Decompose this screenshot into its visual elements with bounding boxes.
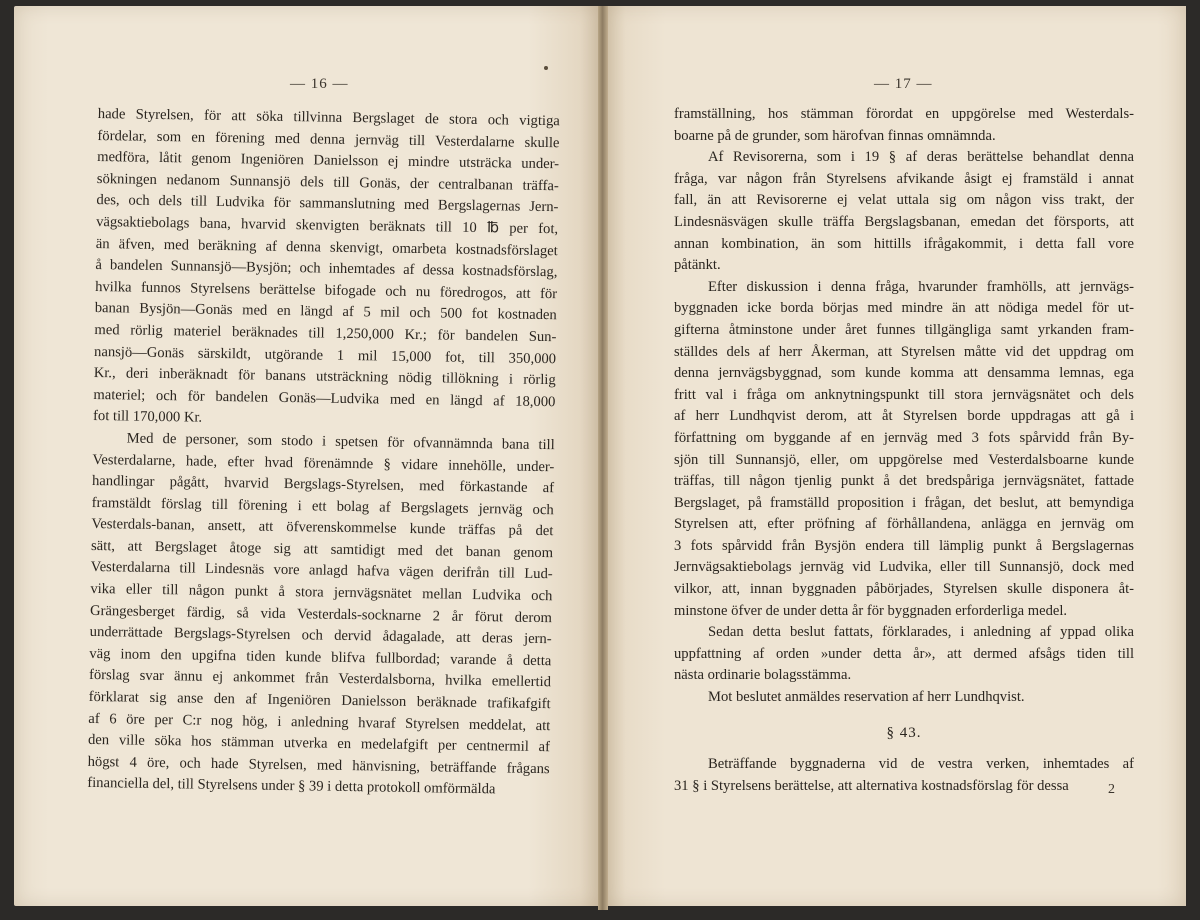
text-line: Vesterdals-banan, ansett, att öfverenskommelse kunde träffas på det <box>91 516 554 540</box>
text-line: Vesterdalarne, hade, efter hvad förenämnde § vidare innehölle, under- <box>92 451 555 475</box>
text-line: Efter diskussion i denna fråga, hvarunder framhölls, att jernvägs- <box>708 278 1134 295</box>
text-line: minstone öfver de under detta år för byggnaden erforderliga medel. <box>674 602 1068 619</box>
text-line: framstäldt förslag till förening i ett bolag af Bergslagets jernväg och <box>91 494 554 518</box>
left-page-text <box>87 104 560 802</box>
text-line: gifterna åtminstone under året funnes tillgängliga samt yrkanden fram- <box>674 321 1134 338</box>
text-line: fråga, var någon från Styrelsens afvikande åsigt ej framstäld i annat <box>674 170 1134 187</box>
text-line: uppfattning af orden »under detta år», att dermed afsågs tiden till <box>674 645 1134 662</box>
book-spread <box>14 6 1186 914</box>
text-line: nästa ordinarie bolagsstämma. <box>674 667 852 684</box>
text-line: des, och dels till Ludvika för sammanslutning med Bergslagernas Jern- <box>96 192 559 216</box>
text-line: fall, än att Revisorerne ej velat uttala sig om någon viss trakt, der <box>674 192 1134 209</box>
text-line: med rörlig materiel beräknades till 1,250,000 Kr.; för bandelen Sun- <box>94 321 557 346</box>
text-line: underrättade Bergslags-Styrelsen och dervid ådagalade, att deras jern- <box>89 624 552 648</box>
right-page-text <box>674 104 1134 797</box>
text-line: Beträffande byggnaderna vid de vestra verken, inhemtades af <box>708 756 1134 773</box>
text-line: Bergslaget, på framställd proposition i frågan, det beslut, att bemyndiga <box>674 494 1134 511</box>
page-number-left: — 16 — <box>290 76 349 92</box>
ink-spot <box>544 66 548 70</box>
text-line: ställdes dels af herr Åkerman, att Styrelsen måtte vid det uppdrag om <box>674 343 1134 360</box>
text-line: vägsaktiebolags bana, hvarvid skenvigten beräknats till 10 ℔ per fot, <box>96 213 559 238</box>
text-line: Lindesnäsvägen skulle träffa Bergslagsbanan, emedan det försports, att <box>674 213 1134 230</box>
text-line: Mot beslutet anmäldes reservation af herr Lundhqvist. <box>708 689 1025 706</box>
text-line: Vesterdalarna till Lindesnäs vore anlagd hafva vägen derifrån till Lud- <box>90 559 553 583</box>
text-line: boarne på de grunder, som härofvan finnas omnämnda. <box>674 127 996 144</box>
text-line: nansjö—Gonäs särskildt, utgörande 1 mil 15,000 fot, till 350,000 <box>93 343 557 367</box>
book-gutter <box>598 6 608 910</box>
text-line: fördelar, som en förening med denna jernväg till Vesterdalarne skulle <box>97 127 560 151</box>
text-line: 31 § i Styrelsens berättelse, att alternativa kostnadsförslag för dessa <box>674 777 1069 794</box>
text-line: materiel; och för bandelen Gonäs—Ludvika med en längd af 18,000 <box>93 386 556 410</box>
text-line: medföra, låtit genom Ingeniören Danielsson ej mindre utsträcka under- <box>97 149 560 173</box>
text-line: Sedan detta beslut fattats, förklarades, i anledning af yppad olika <box>708 624 1134 641</box>
text-line: vika eller till någon punkt å stora jernvägsnätet mellan Ludvika och <box>90 581 553 605</box>
page-number-right: — 17 — <box>874 76 933 92</box>
text-line: sätt, att Bergslaget åtoge sig att samtidigt med det banan genom <box>90 537 554 562</box>
text-line: framställning, hos stämman förordat en uppgörelse med Westerdals- <box>674 106 1134 122</box>
text-line: Styrelsen att, efter pröfning af förhållandena, anlägga en jernväg om <box>674 516 1134 533</box>
text-line: förklarat sig anse den af Ingeniören Danielsson beräknade trafikafgift <box>88 688 551 713</box>
text-line: byggnaden icke borda börjas med mindre än att nödiga medel för ut- <box>674 300 1134 317</box>
text-line: banan Bysjön—Gonäs med en längd af 5 mil och 500 fot kostnaden <box>94 300 557 324</box>
text-line: än äfven, med beräkning af denna skenvigt, omarbeta kostnadsförslaget <box>95 235 558 259</box>
text-line: träffas, till någon tjenlig punkt å det bredspåriga jernvägsnätet, fattade <box>674 473 1134 490</box>
right-page <box>608 6 1186 906</box>
text-line: sjön till Sunnansjö, eller, om uppgörelse med Vesterdalsboarne kunde <box>674 451 1134 468</box>
text-line: hade Styrelsen, för att söka tillvinna Bergslaget de stora och vigtiga <box>97 105 560 130</box>
text-line: högst 4 öre, och hade Styrelsen, med hänvisning, beträffande frågans <box>87 753 550 777</box>
text-line: 3 fots spårvidd från Bysjön endera till lämplig punkt å Bergslagernas <box>674 537 1134 554</box>
text-line: Af Revisorerna, som i 19 § af deras berättelse behandlat denna <box>708 149 1134 166</box>
text-line: financiella del, till Styrelsens under § 39 i detta protokoll omförmälda <box>87 775 496 798</box>
text-line: af herr Lundhqvist derom, att åt Styrelsen borde uppdragas att gå i <box>674 408 1134 425</box>
text-line: denna jernvägsbyggnad, som kunde komma att densamma lemnas, ega <box>674 365 1134 382</box>
text-line: vilkor, att, innan byggnaden påbörjades, Styrelsen skulle disponera åt- <box>674 581 1134 598</box>
text-line: väg inom den upgifna tiden kunde blifva fullbordad; varande å detta <box>89 645 552 670</box>
text-line: fot till 170,000 Kr. <box>92 408 203 426</box>
text-line: hvilka funnos Styrelsens berättelse bifogade och nu föredrogos, att för <box>95 278 558 302</box>
text-line: handlingar pågått, hvarvid Bergslags-Styrelsen, med förkastande af <box>91 473 555 497</box>
text-line: författning om byggande af en jernväg med 3 fots spårvidd från By- <box>674 429 1134 446</box>
text-line: förslag svar ännu ej ankommet från Vesterdalsborna, hvilka emellertid <box>88 667 552 691</box>
text-line: Grängesberget färdig, så vida Vesterdals-socknarne 2 år förut derom <box>89 602 553 626</box>
text-line: Kr., deri inberäknadt för banans utsträckning nödig tillökning i rörlig <box>93 365 556 389</box>
signature-mark: 2 <box>1108 782 1115 797</box>
text-line: sökningen nedanom Sunnansjö dels till Gonäs, der centralbanan träffa- <box>96 170 559 195</box>
text-line: påtänkt. <box>674 257 721 274</box>
text-line: af 6 öre per C:r nog hög, i anledning hvaraf Styrelsen meddelat, att <box>88 710 551 734</box>
text-line: Jernvägsaktiebolags jernväg vid Ludvika, eller till Sunnansjö, dock med <box>674 559 1134 576</box>
text-line: fritt val i fråga om anknytningspunkt till stora jernvägsnätet och dels <box>674 386 1134 403</box>
left-page <box>14 6 598 906</box>
text-line: § 43. <box>886 724 922 741</box>
text-line: å bandelen Sunnansjö—Bysjön; och inhemtades af dessa kostnadsförslag, <box>95 257 558 281</box>
text-line: den ville söka hos stämman utverka en medelafgift per centnermil af <box>87 732 551 756</box>
text-line: annan kombination, än som hittills ifrågakommit, i detta fall vore <box>674 235 1134 252</box>
text-line: Med de personer, som stodo i spetsen för ofvannämnda bana till <box>126 430 555 454</box>
